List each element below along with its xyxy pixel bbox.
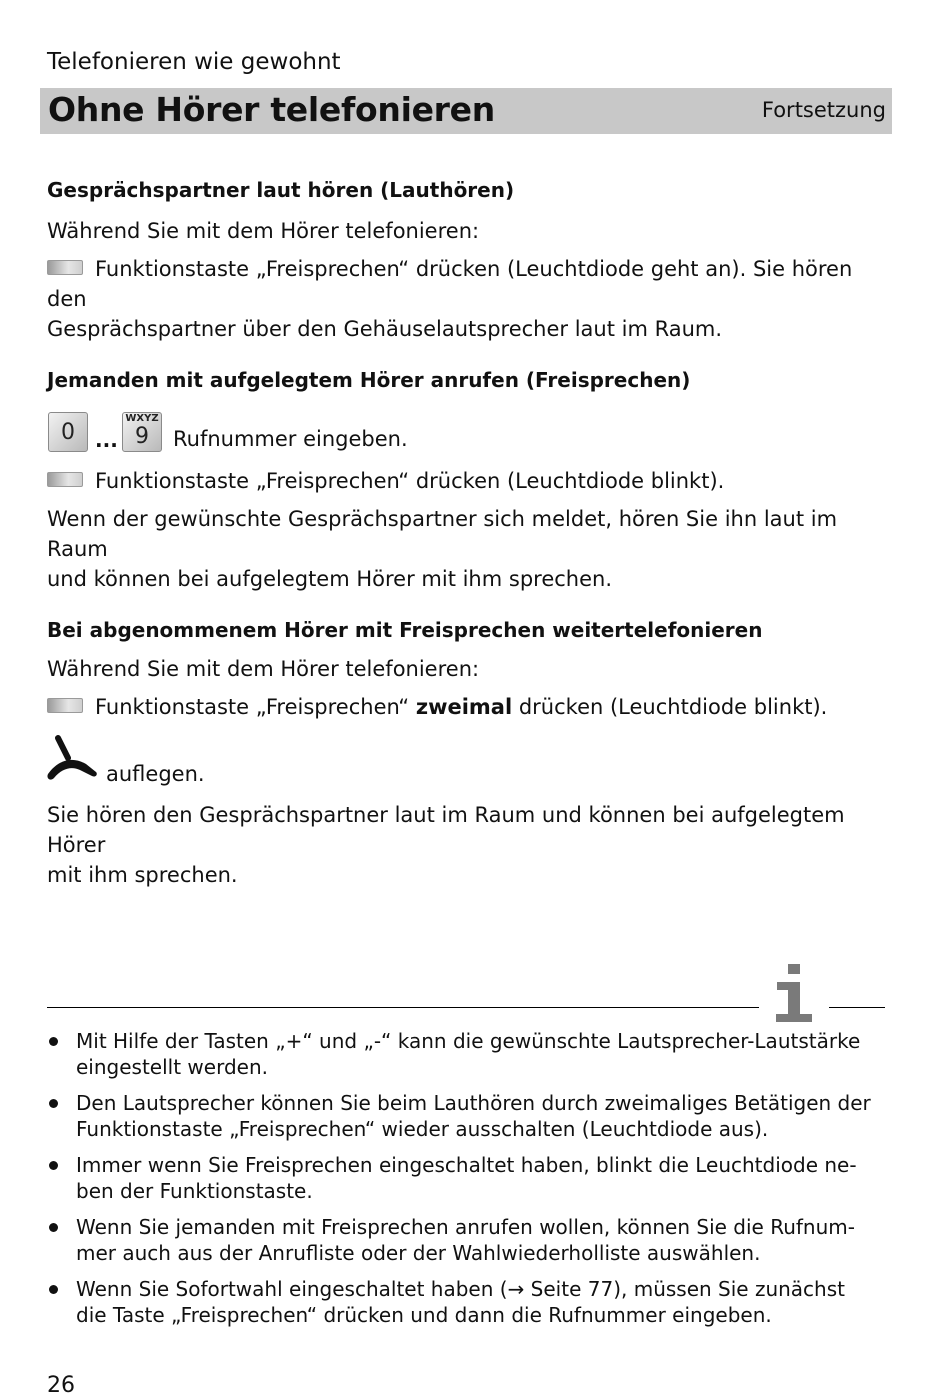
section2-step1: Rufnummer eingeben. <box>173 427 408 451</box>
list-item: Wenn Sie jemanden mit Freisprechen anrufen wollen, können Sie die Rufnum- mer auch aus der Anrufliste oder der Wahlwiederholliste auswählen. <box>47 1214 877 1266</box>
speaker-key-icon <box>47 698 83 713</box>
list-item: Wenn Sie Sofortwahl eingeschaltet haben (→ Seite 77), müssen Sie zunächst die Taste „Freisprechen“ drücken und dann die Rufnummer eingeben. <box>47 1276 877 1328</box>
handset-hangup-icon <box>44 734 102 786</box>
info-icon <box>772 962 818 1024</box>
speaker-key-icon <box>47 260 83 275</box>
digit-key-nine: WXYZ 9 <box>122 412 162 452</box>
list-item: Den Lautsprecher können Sie beim Lauthören durch zweimaliges Betätigen der Funktionstaste „Freisprechen“ wieder ausschalten (Leuchtdiode aus). <box>47 1090 877 1142</box>
speaker-key-icon <box>47 472 83 487</box>
info-rule-left <box>47 1007 759 1008</box>
section-title-bar <box>40 88 892 134</box>
ellipsis: ... <box>95 428 118 452</box>
bullet <box>49 1161 58 1170</box>
section3-step1: Funktionstaste „Freisprechen“ zweimal drücken (Leuchtdiode blinkt). <box>47 692 887 722</box>
bullet <box>49 1037 58 1046</box>
list-item: Mit Hilfe der Tasten „+“ und „-“ kann die gewünschte Lautsprecher-Lautstärke eingestellt werden. <box>47 1028 877 1080</box>
section1-step1: Funktionstaste „Freisprechen“ drücken (Leuchtdiode geht an). Sie hören den Gesprächspartner über den Gehäuselautsprecher laut im Raum. <box>47 257 853 341</box>
section3-heading: Bei abgenommenem Hörer mit Freisprechen weitertelefonieren <box>47 618 763 642</box>
info-notes-list <box>47 1028 877 1338</box>
section3-paragraph: Sie hören den Gesprächspartner laut im Raum und können bei aufgelegtem Hörer mit ihm sprechen. <box>47 803 845 887</box>
continuation-label: Fortsetzung <box>761 98 886 122</box>
section2-step2: Funktionstaste „Freisprechen“ drücken (Leuchtdiode blinkt). <box>47 466 887 496</box>
running-title: Telefonieren wie gewohnt <box>47 49 341 75</box>
section1-heading: Gesprächspartner laut hören (Lauthören) <box>47 178 515 202</box>
page-number: 26 <box>47 1373 75 1398</box>
page-title: Ohne Hörer telefonieren <box>48 90 495 129</box>
digit-key-zero: 0 <box>48 412 88 452</box>
info-rule-right <box>829 1007 885 1008</box>
section2-paragraph: Wenn der gewünschte Gesprächspartner sich meldet, hören Sie ihn laut im Raum und können bei aufgelegtem Hörer mit ihm sprechen. <box>47 507 838 591</box>
section2-heading: Jemanden mit aufgelegtem Hörer anrufen (Freisprechen) <box>47 368 691 392</box>
list-item: Immer wenn Sie Freisprechen eingeschaltet haben, blinkt die Leuchtdiode ne- ben der Funktionstaste. <box>47 1152 877 1204</box>
section3-intro: Während Sie mit dem Hörer telefonieren: <box>47 657 480 681</box>
bullet <box>49 1285 58 1294</box>
section3-step2: auflegen. <box>106 762 205 786</box>
bullet <box>49 1223 58 1232</box>
bullet <box>49 1099 58 1108</box>
section1-intro: Während Sie mit dem Hörer telefonieren: <box>47 219 480 243</box>
